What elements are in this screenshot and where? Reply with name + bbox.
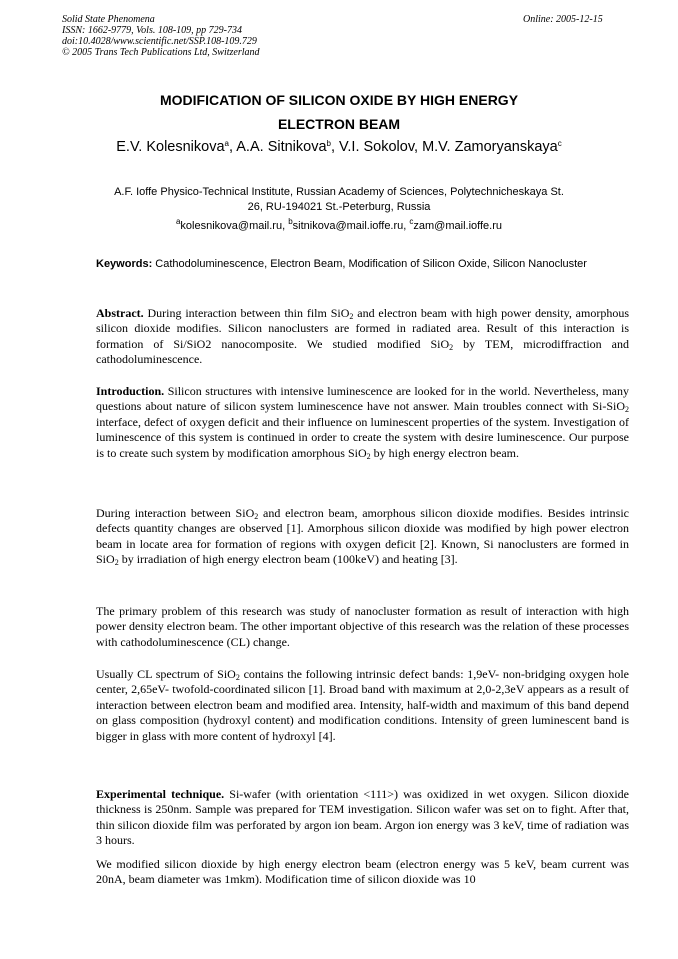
author-affiliation-mark: c xyxy=(557,139,562,148)
email-mark: a xyxy=(175,217,181,226)
paragraph-lead: Introduction. xyxy=(96,384,165,398)
author-affiliation-mark: a xyxy=(224,139,229,148)
body-paragraph-3: Usually CL spectrum of SiO$_2$ contains the following intrinsic defect bands: 1,9eV- non-bridging oxygen hole center, 2,65eV- twofold-coordinated silicon [1]. Broad band with maximum at 2,0-2,3eV appears as a result of interaction between electron beam and modified area. Intensity, half-width and maximum of this band depend on glass composition (hydroxyl content) and modification conditions. Intensity of green luminescent band is bigger in glass with more content of hydroxyl [4]. xyxy=(96,667,629,743)
author-name: V.I. Sokolov xyxy=(339,139,415,155)
email-list: $^a$kolesnikova@mail.ru, $^b$sitnikova@mail.ioffe.ru, $^c$zam@mail.ioffe.ru xyxy=(175,217,503,232)
abstract-paragraph: Abstract. During interaction between thin film SiO$_2$ and electron beam with high power density, amorphous silicon dioxide modifies. Silicon nanoclusters are formed in radiated area. Result of this interaction is formation of Si/SiO2 nanocomposite. We studied modified SiO$_2$ by TEM, microdiffraction and cathodoluminescence. xyxy=(96,306,630,367)
subscript: 2 xyxy=(625,405,629,415)
affiliation xyxy=(90,185,588,215)
subscript: 2 xyxy=(254,512,259,521)
body-paragraph-2: The primary problem of this research was study of nanocluster formation as result of interaction with high power density electron beam. The other important objective of this research was the relation of these processes with cathodoluminescence (CL) change. xyxy=(96,604,629,649)
email-address: sitnikova@mail.ioffe.ru xyxy=(292,220,404,232)
doi-line: doi:10.4028/www.scientific.net/SSP.108-109.729 xyxy=(62,36,257,47)
keywords-text: Cathodoluminescence, Electron Beam, Modification of Silicon Oxide, Silicon Nanocluster xyxy=(152,258,587,270)
keywords-label: Keywords: xyxy=(96,258,153,270)
affiliation-line-1: A.F. Ioffe Physico-Technical Institute, Russian Academy of Sciences, Polytechnicheskaya St. xyxy=(114,186,564,198)
keywords xyxy=(96,258,629,271)
paper-title-line-2: ELECTRON BEAM xyxy=(277,116,401,132)
paragraph-lead: Abstract. xyxy=(96,306,144,320)
author-name: A.A. Sitnikova xyxy=(236,139,327,155)
author-affiliation-mark: b xyxy=(326,139,331,148)
author-name: M.V. Zamoryanskaya xyxy=(422,139,558,155)
subscript: 2 xyxy=(114,558,119,568)
email-mark: c xyxy=(409,217,414,226)
author-list: E.V. Kolesnikova$^a$, A.A. Sitnikova$^b$, V.I. Sokolov, M.V. Zamoryanskaya$^c$ xyxy=(116,139,562,155)
author-name: E.V. Kolesnikova xyxy=(116,139,225,155)
subscript: 2 xyxy=(235,673,240,682)
email-address: kolesnikova@mail.ru xyxy=(180,220,283,232)
body-paragraph-1: During interaction between SiO$_2$ and electron beam, amorphous silicon dioxide modifies. Besides intrinsic defects quantity changes are observed [1]. Amorphous silicon dioxide was modified by high power electron beam in locate area for formation of regions with oxygen deficit [2]. Known, Si nanoclusters are formed in SiO$_2$ by irradiation of high energy electron beam (100keV) and heating [3]. xyxy=(96,506,629,568)
email-mark: b xyxy=(288,217,293,226)
subscript: 2 xyxy=(349,312,354,321)
introduction-paragraph: Introduction. Silicon structures with intensive luminescence are looked for in the world. Nevertheless, many questions about nature of silicon system luminescence have not answer. Main troubles connect with Si-SiO$_2$ interface, defect of oxygen deficit and their influence on luminescent properties of the system. Investigation of luminescence of this system is continued in order to create the system with desire luminescence. Our purpose is to create such system by modification amorphous SiO$_2$ by high energy electron beam. xyxy=(96,384,629,461)
online-date: Online: 2005-12-15 xyxy=(523,14,603,25)
paper-title-line-1: MODIFICATION OF SILICON OXIDE BY HIGH ENERGY xyxy=(159,92,519,108)
copyright-line: © 2005 Trans Tech Publications Ltd, Switzerland xyxy=(62,47,260,58)
subscript: 2 xyxy=(366,451,371,461)
paragraph-lead: Experimental technique. xyxy=(96,787,225,801)
email-address: zam@mail.ioffe.ru xyxy=(413,220,503,232)
issn-line: ISSN: 1662-9779, Vols. 108-109, pp 729-734 xyxy=(62,25,242,36)
subscript: 2 xyxy=(449,342,454,352)
journal-header xyxy=(62,14,260,58)
experimental-paragraph: Experimental technique. Si-wafer (with orientation <111>) was oxidized in wet oxygen. Silicon dioxide thickness is 250nm. Sample was prepared for TEM investigation. Silicon wafer was set on to fight. After that, thin silicon dioxide film was perforated by argon ion beam. Argon ion energy was 3 keV, time of radiation was 3 hours. xyxy=(96,787,630,848)
affiliation-line-2: 26, RU-194021 St.-Peterburg, Russia xyxy=(247,201,431,213)
body-paragraph-4: We modified silicon dioxide by high energy electron beam (electron energy was 5 keV, beam current was 20nA, beam diameter was 1mkm). Modification time of silicon dioxide was 10 xyxy=(96,857,629,887)
journal-name: Solid State Phenomena xyxy=(62,14,155,25)
